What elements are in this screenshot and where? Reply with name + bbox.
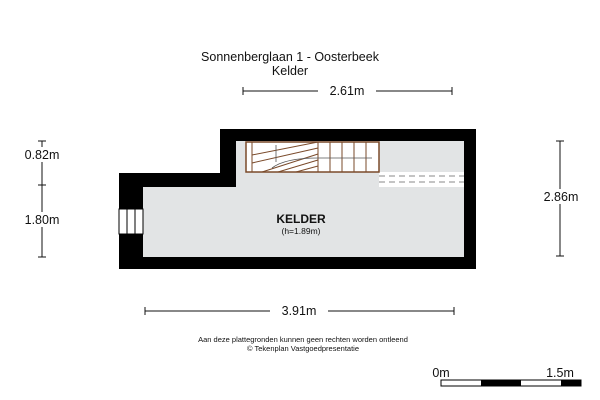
- window-left: [119, 209, 143, 234]
- floor-title: Kelder: [271, 64, 309, 78]
- scale-end-label: 1.5m: [546, 366, 574, 380]
- dimension-left-upper-label: 0.82m: [24, 148, 60, 162]
- dimension-top-width: [243, 83, 452, 98]
- address-title: Sonnenberglaan 1 - Oosterbeek: [201, 50, 379, 64]
- staircase: [246, 142, 379, 172]
- room-height: (h=1.89m): [281, 226, 321, 236]
- disclaimer-text: Aan deze plattegronden kunnen geen rechten worden ontleend: [198, 335, 408, 344]
- dimension-left: [14, 141, 70, 257]
- dimension-right-height-label: 2.86m: [543, 190, 579, 204]
- dimension-top-width-label: 2.61m: [329, 84, 365, 98]
- stair-rail: [379, 172, 464, 187]
- scale-start-label: 0m: [432, 366, 450, 380]
- room-name: KELDER: [276, 212, 326, 226]
- dimension-bottom-width: [145, 303, 454, 318]
- scale-bar: [432, 366, 581, 386]
- dimension-bottom-width-label: 3.91m: [281, 304, 317, 318]
- copyright-text: © Tekenplan Vastgoedpresentatie: [247, 344, 359, 353]
- dimension-right-height: [534, 141, 588, 256]
- dimension-left-lower-label: 1.80m: [24, 213, 60, 227]
